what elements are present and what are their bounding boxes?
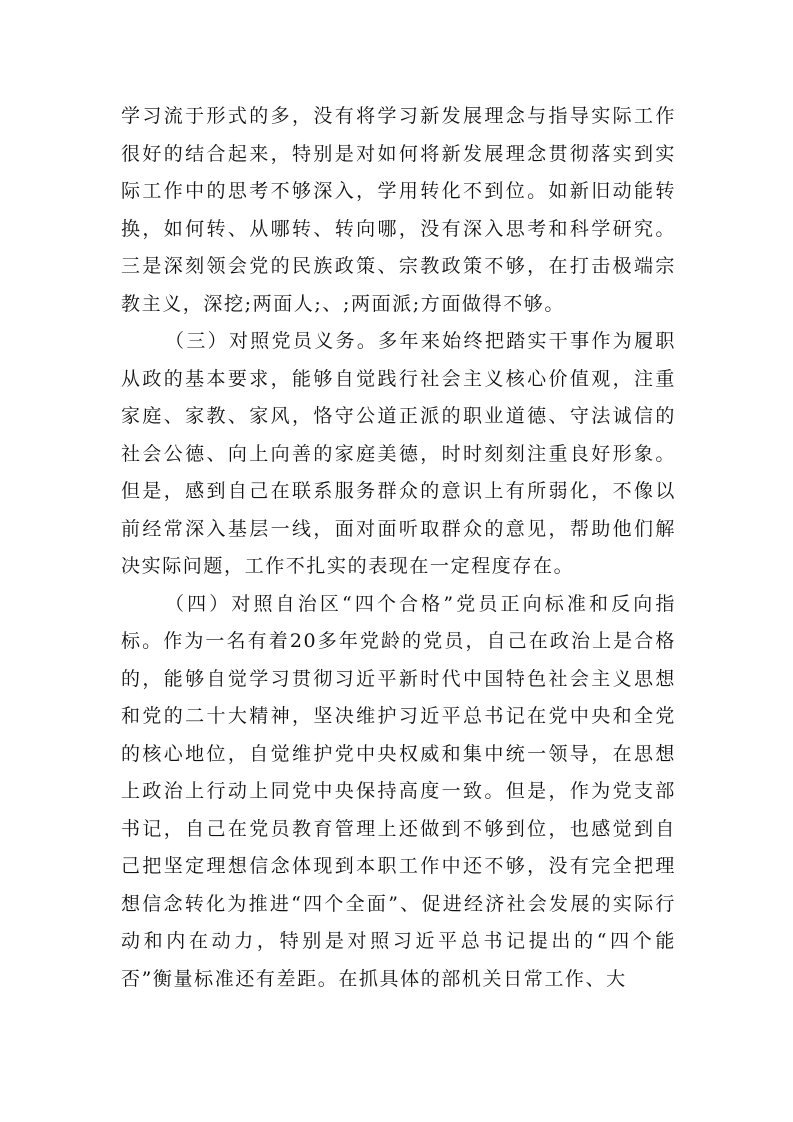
- paragraph-2: （三）对照党员义务。多年来始终把踏实干事作为履职从政的基本要求，能够自觉践行社会主义核心价值观，注重家庭、家教、家风，恪守公道正派的职业道德、守法诚信的社会公德、向上向善的家庭美德，时时刻刻注重良好形象。但是，感到自己在联系服务群众的意识上有所弱化，不像以前经常深入基层一线，面对面听取群众的意见，帮助他们解决实际问题，工作不扎实的表现在一定程度存在。: [121, 330, 676, 577]
- paragraph-3: （四）对照自治区“四个合格”党员正向标准和反向指标。作为一名有着20多年党龄的党员，自己在政治上是合格的，能够自觉学习贯彻习近平新时代中国特色社会主义思想和党的二十大精神，坚决维护习近平总书记在党中央和全党的核心地位，自觉维护党中央权威和集中统一领导，在思想上政治上行动上同党中央保持高度一致。但是，作为党支部书记，自己在党员教育管理上还做到不够到位，也感觉到自己把坚定理想信念体现到本职工作中还不够，没有完全把理想信念转化为推进“四个全面”、促进经济社会发展的实际行动和内在动力，特别是对照习近平总书记提出的“四个能否”衡量标准还有差距。在抓具体的部机关日常工作、大: [121, 592, 676, 990]
- paragraph-1: 学习流于形式的多，没有将学习新发展理念与指导实际工作很好的结合起来，特别是对如何将新发展理念贯彻落实到实际工作中的思考不够深入，学用转化不到位。如新旧动能转换，如何转、从哪转、转向哪，没有深入思考和科学研究。三是深刻领会党的民族政策、宗教政策不够，在打击极端宗教主义，深挖;两面人;、;两面派;方面做得不够。: [121, 105, 676, 315]
- document-body: [121, 98, 676, 998]
